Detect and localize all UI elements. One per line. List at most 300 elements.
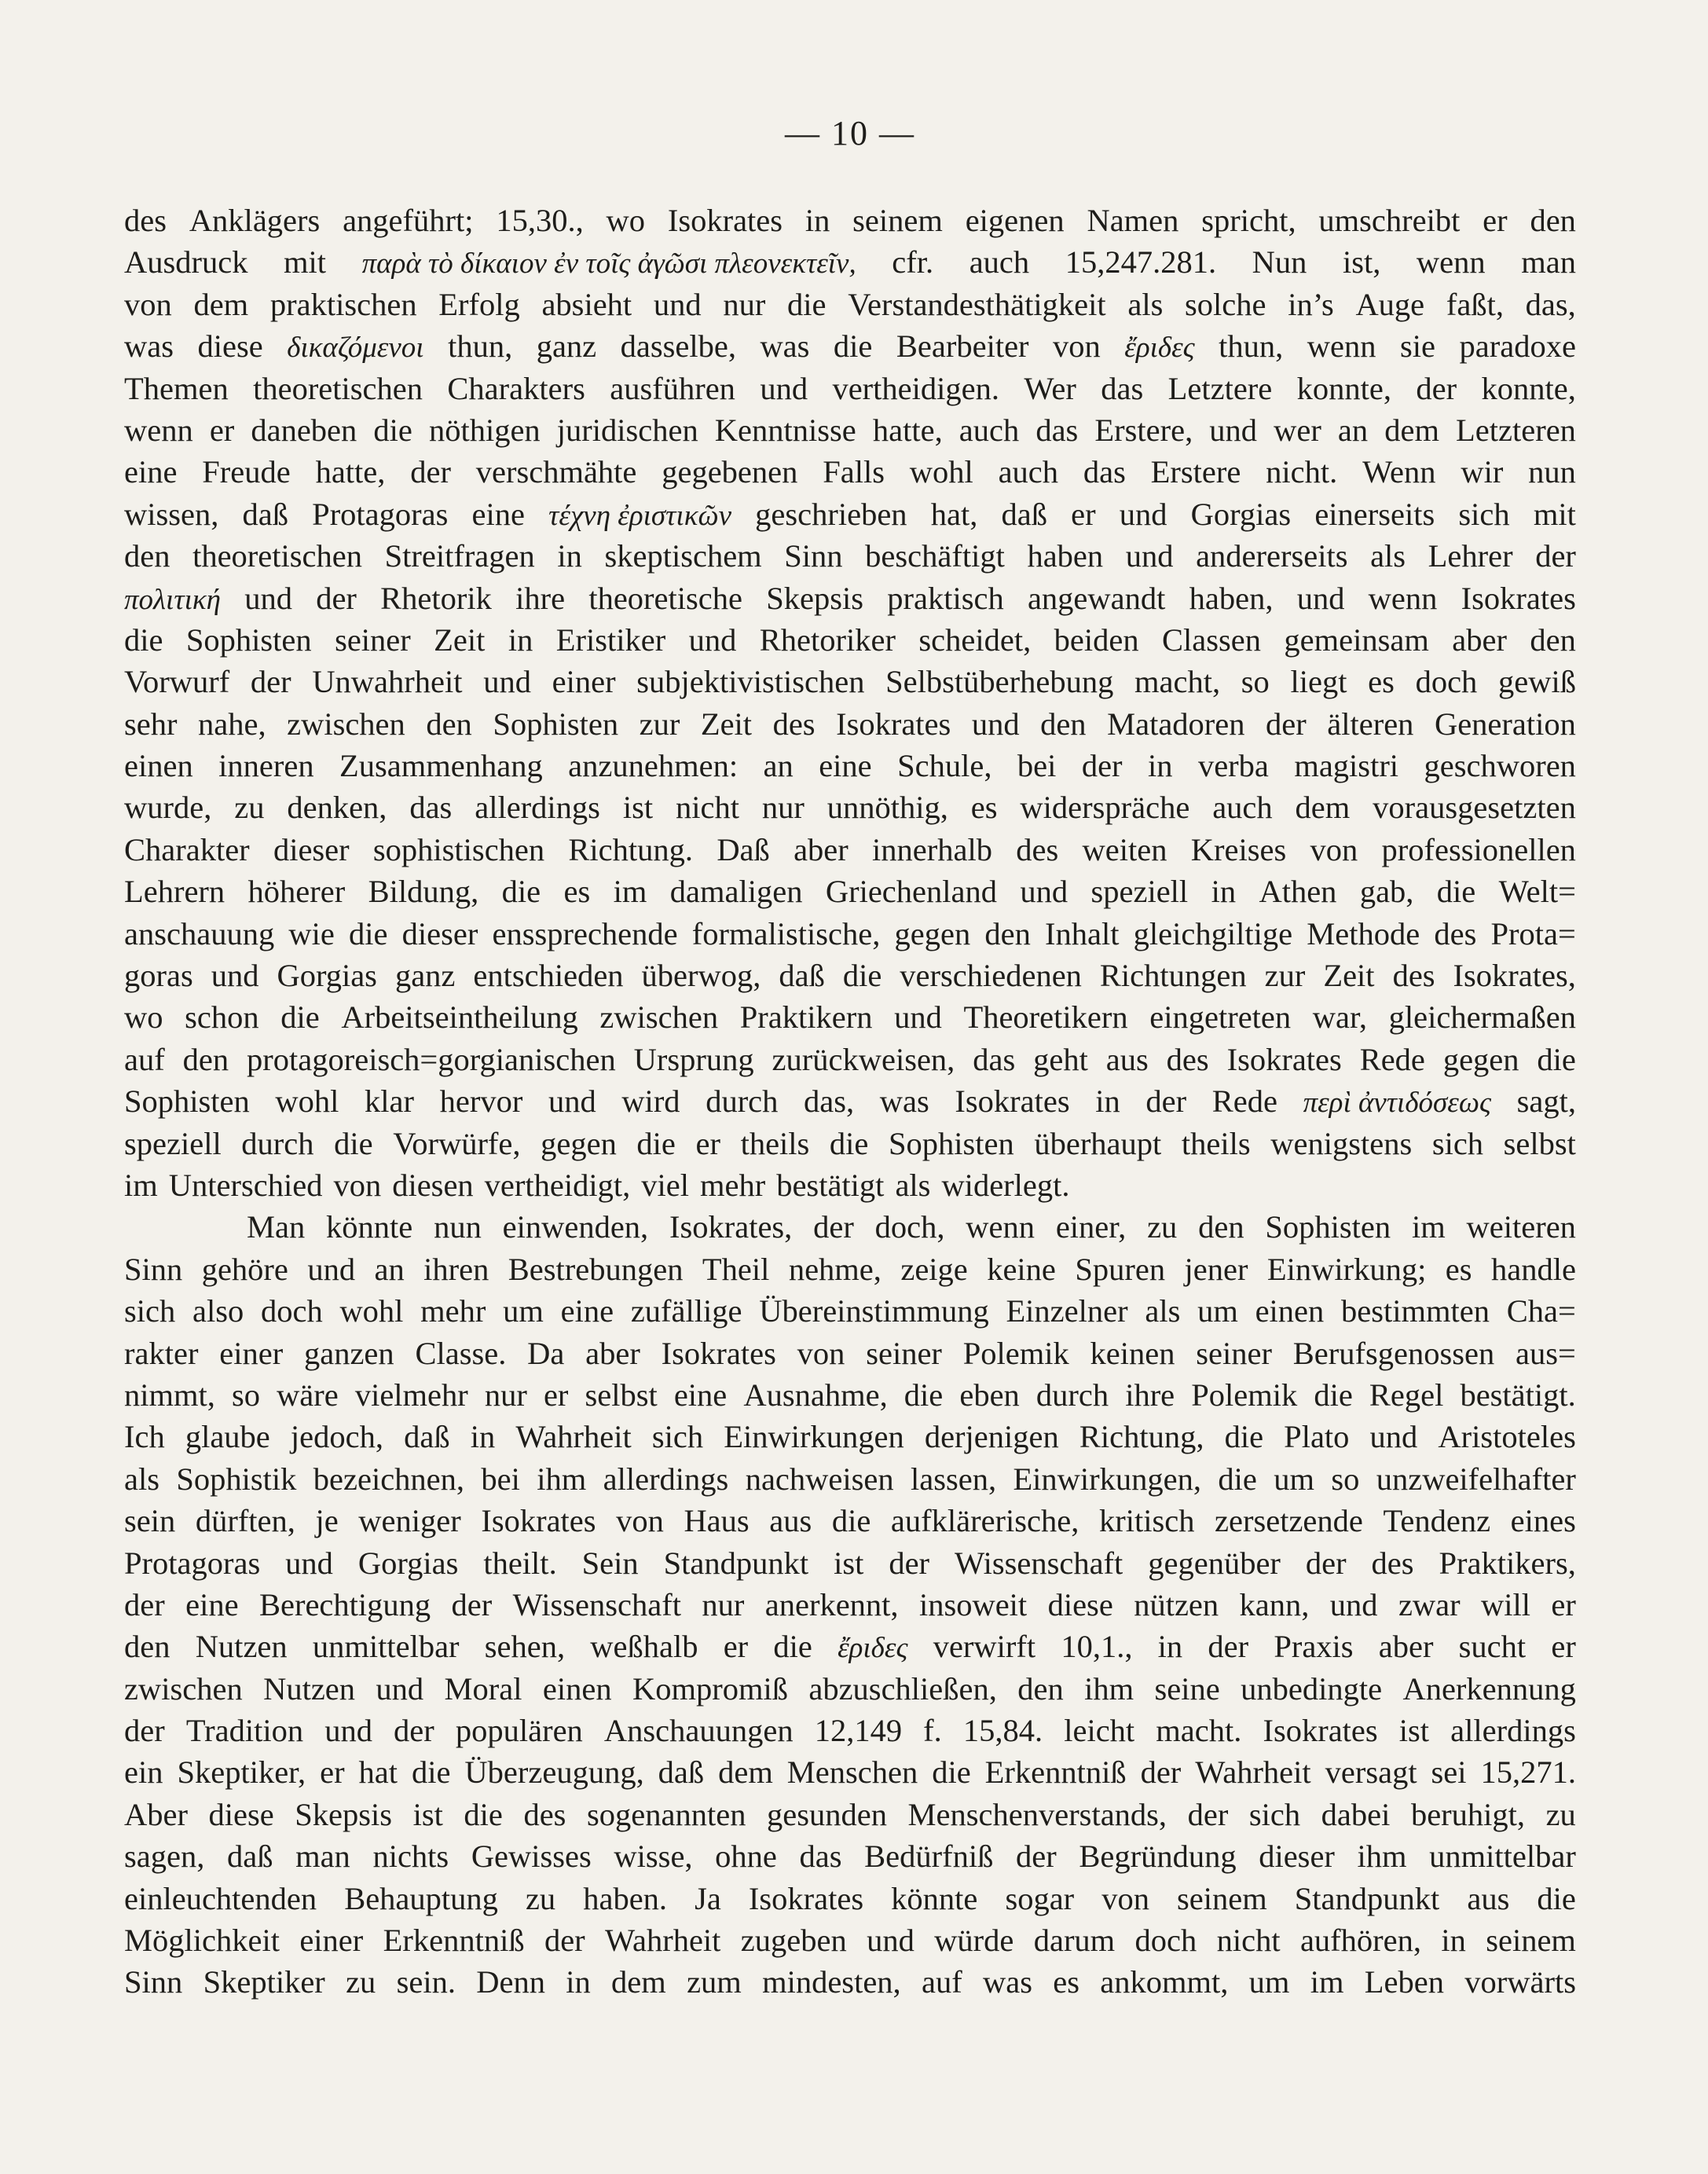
word: eine <box>124 454 178 490</box>
text-line <box>124 368 1576 409</box>
word: mit <box>284 244 327 280</box>
word: daß <box>242 496 289 532</box>
word: Tendenz <box>1383 1503 1491 1539</box>
word: zeige <box>900 1251 968 1287</box>
word: zu <box>1147 1209 1178 1245</box>
word: weiteren <box>1466 1209 1576 1245</box>
text-line <box>124 1333 1576 1374</box>
word: Erkenntniß <box>984 1754 1127 1791</box>
text-line <box>124 1878 1576 1919</box>
word: Zeit <box>700 706 753 742</box>
word: er <box>543 1377 569 1413</box>
word: skeptischem <box>604 538 762 574</box>
word: Übereinstimmung <box>759 1293 989 1329</box>
word: und <box>1125 538 1174 574</box>
word: bestätigt <box>776 1167 885 1203</box>
word: einen <box>1255 1293 1325 1329</box>
word: angewandt <box>1027 580 1166 616</box>
word: wird <box>621 1083 680 1120</box>
word: die <box>1537 1041 1576 1077</box>
word: allerdings <box>603 1461 729 1497</box>
word: das <box>799 1839 842 1875</box>
word: je <box>315 1503 339 1539</box>
word: auch <box>1212 790 1273 826</box>
word: es <box>1368 664 1395 700</box>
word: 15,84. <box>962 1713 1043 1749</box>
word: Streitfragen <box>384 538 535 574</box>
text-line <box>124 661 1576 702</box>
word: Sophisten <box>888 1125 1014 1161</box>
word: Themen <box>124 370 229 406</box>
word: sein <box>124 1503 176 1539</box>
text-line <box>124 1039 1576 1080</box>
word: und <box>285 1545 333 1581</box>
word: Isokrates <box>1263 1713 1378 1749</box>
body-text <box>124 200 1576 2004</box>
word: Auge <box>1355 286 1425 322</box>
word: an <box>1337 412 1369 448</box>
word: Da <box>527 1335 565 1371</box>
word: des <box>1166 1041 1209 1077</box>
word: anerkennt, <box>764 1586 899 1622</box>
text-line <box>124 786 1576 828</box>
word: innerhalb <box>872 831 992 867</box>
word: von <box>797 1335 845 1371</box>
word: nun <box>1528 454 1576 490</box>
word: Theoretikern <box>963 999 1128 1036</box>
word: Cha= <box>1506 1293 1576 1329</box>
word: sucht <box>1458 1629 1527 1665</box>
text-line <box>124 451 1576 493</box>
word: auf <box>921 1964 962 2000</box>
word: Zeit <box>1323 958 1375 994</box>
word: beruhigt, <box>1410 1796 1526 1832</box>
word: 15,271. <box>1480 1754 1576 1791</box>
word: Nutzen <box>195 1629 288 1665</box>
word: derjenigen <box>924 1419 1059 1455</box>
word: Berechtigung <box>258 1586 431 1622</box>
text-line <box>124 325 1576 367</box>
word: seine <box>1154 1670 1220 1707</box>
word: paradoxe <box>1459 328 1576 365</box>
text-line <box>124 1248 1576 1290</box>
word: Schule, <box>897 748 992 784</box>
word: unmittelbar <box>1429 1839 1576 1875</box>
word: und <box>1329 1586 1378 1622</box>
word: Isokrates, <box>669 1209 793 1245</box>
greek-word: ἔριδες <box>838 1632 908 1665</box>
word: der <box>1145 1083 1187 1120</box>
text-line <box>124 1919 1576 1961</box>
word: Verstandesthätigkeit <box>848 286 1106 322</box>
word: Polemik <box>1191 1377 1298 1413</box>
word: er <box>1551 1586 1576 1622</box>
text-line <box>124 1751 1576 1793</box>
word: dasselbe, <box>620 328 736 365</box>
word: gehöre <box>201 1251 288 1287</box>
word: dabei <box>1321 1796 1391 1832</box>
word: aber <box>585 1335 640 1371</box>
word: Praktikers, <box>1439 1545 1576 1581</box>
word: hatte, <box>872 412 943 448</box>
text-line <box>124 996 1576 1038</box>
word: zu <box>234 790 265 826</box>
word: die <box>636 1125 676 1161</box>
word: damaligen <box>669 874 803 910</box>
word: sehr <box>124 706 178 742</box>
word: des <box>772 706 816 742</box>
word: Sophisten <box>124 1083 250 1120</box>
word: Möglichkeit <box>124 1923 280 1959</box>
word: die <box>831 1503 871 1539</box>
word: würde <box>934 1923 1014 1959</box>
word: gab, <box>1359 874 1414 910</box>
word: doch, <box>874 1209 945 1245</box>
word: ganz <box>394 958 456 994</box>
word: eine <box>185 1586 239 1622</box>
word: den <box>984 915 1031 951</box>
word: wo <box>606 203 646 238</box>
word: darum <box>1033 1923 1116 1959</box>
word: ohne <box>715 1839 777 1875</box>
word: Sein <box>581 1545 639 1581</box>
word: in’s <box>1288 286 1334 322</box>
word: der <box>250 664 291 700</box>
word: so <box>231 1377 260 1413</box>
word: entschieden <box>473 958 624 994</box>
word: 10,1., <box>1061 1629 1133 1665</box>
word: wohl <box>339 1293 404 1329</box>
word: die <box>1314 1377 1353 1413</box>
word: denken, <box>287 790 387 826</box>
word: des <box>523 1796 566 1832</box>
word: der <box>1305 1545 1347 1581</box>
text-line <box>124 1542 1576 1584</box>
word: wissen, <box>124 496 219 532</box>
word: das, <box>804 1083 855 1120</box>
word: ist, <box>1342 244 1381 280</box>
word: diese <box>1047 1586 1113 1622</box>
word: Leben <box>1364 1964 1444 2000</box>
word: Isokrates <box>1226 1041 1342 1077</box>
word: was <box>760 328 810 365</box>
word: sich <box>1458 496 1510 532</box>
word: doch <box>1134 1923 1197 1959</box>
word: der <box>1266 706 1307 742</box>
word: Bearbeiter <box>896 328 1029 365</box>
word: daneben <box>251 412 357 448</box>
word: ihm <box>1084 1670 1134 1707</box>
word: konnte, <box>1481 370 1576 406</box>
word: Letzteren <box>1456 412 1576 448</box>
text-line <box>124 619 1576 661</box>
word: klar <box>365 1083 414 1120</box>
word: auf <box>124 1041 165 1077</box>
text-line <box>124 241 1576 283</box>
word: bestimmten <box>1341 1293 1490 1329</box>
word: der <box>1535 538 1576 574</box>
word: Welt= <box>1498 874 1576 910</box>
word: das <box>409 790 453 826</box>
word: wisse, <box>614 1839 693 1875</box>
word: die <box>349 915 388 951</box>
word: Einwirkung; <box>1266 1251 1427 1287</box>
word: von <box>616 1503 664 1539</box>
word: auch <box>958 412 1020 448</box>
word: was <box>879 1083 929 1120</box>
word: aber <box>1378 1629 1434 1665</box>
word: um <box>503 1293 544 1329</box>
text-line <box>124 284 1576 325</box>
word: zwischen <box>124 1670 243 1707</box>
word: eine <box>471 496 526 532</box>
word: und <box>867 1923 914 1959</box>
word: verschmähte <box>475 454 637 490</box>
word: haben. <box>583 1880 668 1916</box>
greek-word: πολιτική <box>124 583 221 616</box>
word: Ja <box>695 1880 721 1916</box>
word: und <box>1209 412 1258 448</box>
word: glaube <box>185 1419 270 1455</box>
word: sein. <box>396 1964 456 2000</box>
word: Griechenland <box>825 874 997 910</box>
page-number: — 10 — <box>785 114 915 152</box>
word: wie <box>288 915 335 951</box>
word: Anklägers <box>189 203 321 238</box>
word: professionellen <box>1381 831 1576 867</box>
word: weniger <box>358 1503 461 1539</box>
word: Matadoren <box>1107 706 1245 742</box>
word: doch <box>1415 664 1478 700</box>
word: Vorwürfe, <box>393 1125 521 1161</box>
word: verschiedenen <box>900 958 1082 994</box>
word: nimmt, <box>124 1377 215 1413</box>
word: die <box>842 958 882 994</box>
word: Eristiker <box>555 621 666 658</box>
word: die <box>411 1754 451 1791</box>
word: nun <box>434 1209 482 1245</box>
word: 12,149 <box>814 1713 903 1749</box>
word: vertheidigen. <box>832 370 999 406</box>
word: der <box>316 580 357 616</box>
word: unbedingte <box>1241 1670 1383 1707</box>
word: mindesten, <box>762 1964 901 2000</box>
word: aber <box>1452 621 1507 658</box>
word: Ich <box>124 1419 165 1455</box>
word: es <box>970 790 998 826</box>
word: sich <box>1248 1796 1301 1832</box>
word: nur <box>484 1377 527 1413</box>
word: absieht <box>541 286 632 322</box>
word: thun, <box>1219 328 1284 365</box>
word: bestätigt. <box>1460 1377 1576 1413</box>
word: er <box>695 1125 720 1161</box>
word: sich <box>1431 1125 1484 1161</box>
word: speziell <box>1090 874 1189 910</box>
word: Wissenschaft <box>954 1545 1123 1581</box>
word: in <box>1095 1083 1120 1120</box>
word: der <box>124 1713 165 1749</box>
word: populären <box>455 1713 583 1749</box>
greek-word: περὶ ἀντιδόσεως <box>1303 1087 1491 1120</box>
word: sei <box>1431 1754 1467 1791</box>
word: Man <box>247 1209 306 1245</box>
word: Richtungen <box>1099 958 1247 994</box>
word: ist <box>834 1545 864 1581</box>
word: Rhetorik <box>380 580 492 616</box>
word: widerspräche <box>1020 790 1190 826</box>
word: war, <box>1312 999 1367 1036</box>
word: Sophisten <box>493 706 619 742</box>
word: aber <box>794 831 849 867</box>
word: die <box>787 286 827 322</box>
word: und <box>376 1670 424 1707</box>
word: daß <box>779 958 825 994</box>
word: aus <box>1105 1041 1149 1077</box>
word: in <box>470 1419 496 1455</box>
word: Generation <box>1434 706 1576 742</box>
word: Daß <box>717 831 770 867</box>
word: den <box>1017 1670 1064 1707</box>
word: diese <box>208 1796 274 1832</box>
word: hervor <box>439 1083 523 1120</box>
word: die <box>903 1377 944 1413</box>
word: Charakter <box>124 831 250 867</box>
word: praktisch <box>887 580 1004 616</box>
word: Methode <box>1307 915 1420 951</box>
word: nicht <box>1216 1923 1281 1959</box>
word: den <box>182 1041 229 1077</box>
word: könnte <box>891 1880 978 1916</box>
word: im <box>124 1167 158 1203</box>
word: der <box>1416 370 1457 406</box>
word: in <box>1147 748 1173 784</box>
text-line <box>124 1668 1576 1710</box>
word: vertheidigt, <box>484 1167 631 1203</box>
word: enssprechende <box>492 915 678 951</box>
paragraph <box>124 200 1576 1206</box>
word: gegenüber <box>1148 1545 1281 1581</box>
word: diesen <box>392 1167 474 1203</box>
word: Unterschied <box>168 1167 323 1203</box>
word: ihm <box>1357 1839 1407 1875</box>
word: Standpunkt <box>663 1545 809 1581</box>
word: die <box>833 328 873 365</box>
word: wenn <box>124 412 193 448</box>
word: formalistische, <box>691 915 881 951</box>
word: unnöthig, <box>827 790 948 826</box>
word: wenn <box>1368 580 1438 616</box>
word: sagt, <box>1516 1083 1576 1120</box>
word: durch <box>241 1125 314 1161</box>
word: wo <box>124 999 163 1036</box>
word: anzunehmen: <box>568 748 739 784</box>
word: Isokrates <box>955 1083 1070 1120</box>
word: das <box>1101 370 1144 406</box>
word: Isokrates <box>481 1503 596 1539</box>
word: die <box>124 621 163 658</box>
text-line <box>124 913 1576 955</box>
word: beschäftigt <box>865 538 1005 574</box>
word: der <box>124 1586 165 1622</box>
word: selbst <box>1503 1125 1576 1161</box>
word: keinen <box>1090 1335 1175 1371</box>
word: Prota= <box>1490 915 1576 951</box>
word: Menschen <box>786 1754 918 1791</box>
word: wenn <box>966 1209 1035 1245</box>
word: in <box>508 621 533 658</box>
word: Gorgias <box>277 958 377 994</box>
word: Charakters <box>447 370 585 406</box>
word: dem <box>718 1754 773 1791</box>
word: des <box>1371 1545 1414 1581</box>
word: Überzeugung, <box>464 1754 644 1791</box>
word: Menschenverstands, <box>907 1796 1167 1832</box>
text-line <box>124 1961 1576 2003</box>
word: nachweisen <box>745 1461 894 1497</box>
word: selbst <box>585 1377 658 1413</box>
word: der <box>813 1209 854 1245</box>
word: Praktikern <box>739 999 873 1036</box>
word: Unwahrheit <box>312 664 463 700</box>
word: es <box>563 874 591 910</box>
word: einwenden, <box>502 1209 649 1245</box>
word: nahe, <box>198 706 266 742</box>
word: die <box>773 1629 812 1665</box>
word: jedoch, <box>290 1419 383 1455</box>
word: geschworen <box>1424 748 1576 784</box>
word: von <box>1053 328 1101 365</box>
word: nichts <box>372 1839 449 1875</box>
word: gegen <box>894 915 971 951</box>
word: und <box>760 370 808 406</box>
word: Einwirkungen <box>724 1419 904 1455</box>
word: Berufsgenossen <box>1292 1335 1495 1371</box>
word: Anschauungen <box>603 1713 794 1749</box>
word: in <box>566 1964 591 2000</box>
text-line <box>124 200 1576 241</box>
word: nehme, <box>788 1251 881 1287</box>
word: viel <box>641 1167 689 1203</box>
word: das <box>1083 454 1126 490</box>
text-line <box>124 1584 1576 1626</box>
word: als <box>1370 538 1406 574</box>
word: so <box>1241 664 1270 700</box>
word: seiner <box>335 621 411 658</box>
word: könnte <box>326 1209 413 1245</box>
word: Regel <box>1369 1377 1444 1413</box>
word: in <box>805 203 830 238</box>
word: Namen <box>1087 203 1179 238</box>
word: und <box>1369 1419 1418 1455</box>
word: sich <box>651 1419 704 1455</box>
word: wir <box>1461 454 1504 490</box>
word: zum <box>687 1964 742 2000</box>
word: nicht <box>675 790 739 826</box>
word: Gorgias <box>357 1545 459 1581</box>
word: Athen <box>1259 874 1337 910</box>
word: eines <box>1510 1503 1576 1539</box>
word: von <box>333 1167 382 1203</box>
word: sogenannten <box>587 1796 746 1832</box>
word: von <box>124 286 172 322</box>
word: Falls <box>823 454 885 490</box>
word: zur <box>1264 958 1306 994</box>
word: will <box>1481 1586 1531 1622</box>
word: Tradition <box>185 1713 304 1749</box>
word: Ursprung <box>633 1041 754 1077</box>
word: zwar <box>1398 1586 1461 1622</box>
